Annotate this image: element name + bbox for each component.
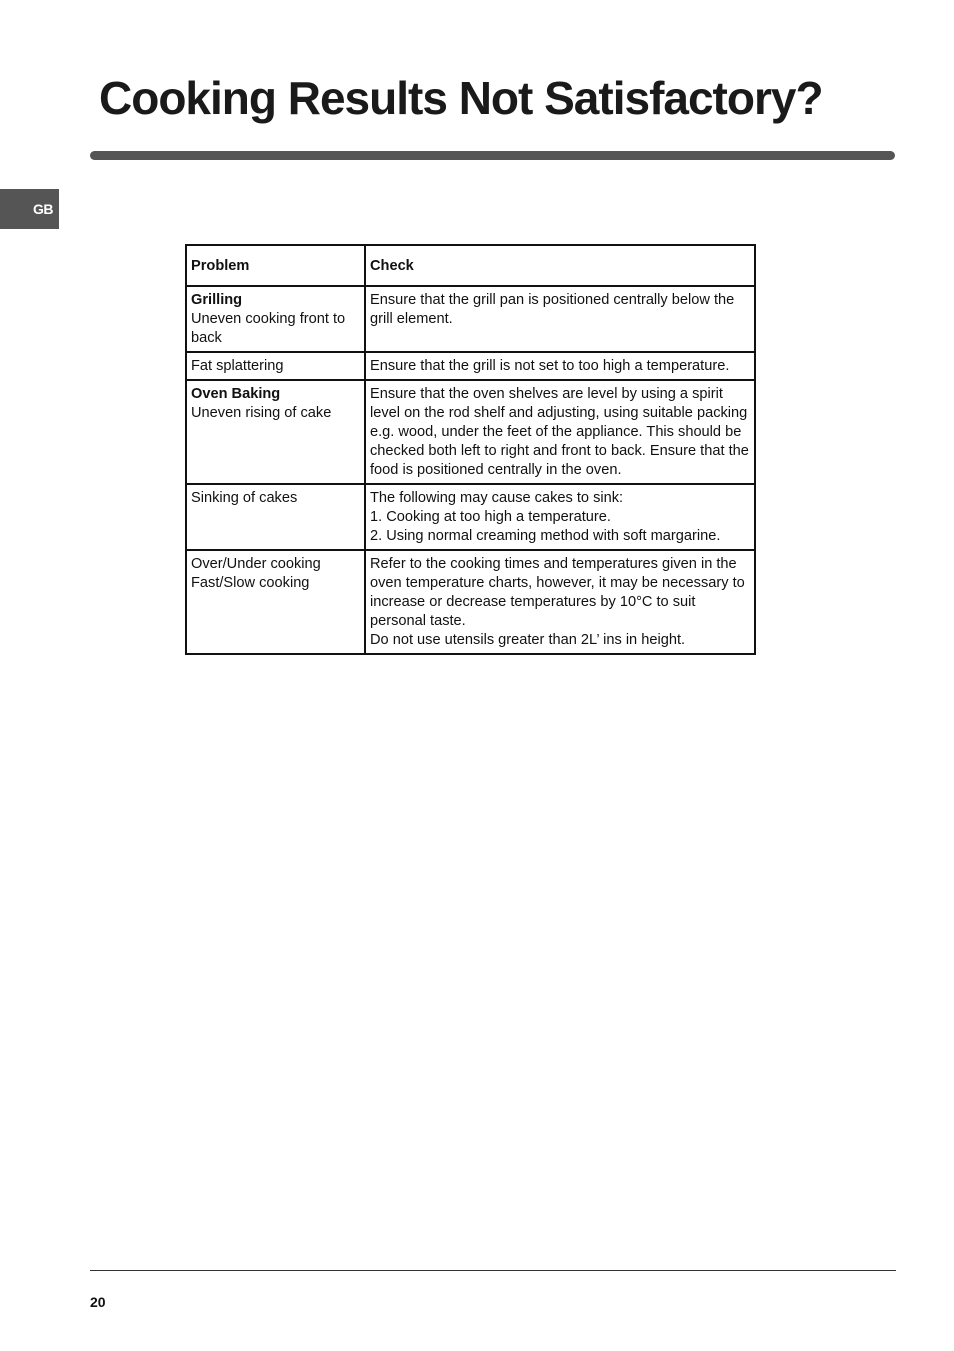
check-text: Ensure that the oven shelves are level by using a spirit level on the rod shelf and adjusting, using suitable packing e.g. wood, under the feet of the appliance. This should be checked both left to right and front to back. Ensure that the food is positioned centrally in the oven. bbox=[370, 386, 749, 478]
category-label: Grilling bbox=[191, 292, 243, 308]
problem-cell bbox=[186, 550, 365, 654]
problem-column-header: Problem bbox=[186, 245, 365, 286]
title-divider bbox=[90, 151, 895, 160]
problem-text: Over/Under cooking bbox=[191, 556, 321, 572]
check-cell bbox=[365, 286, 755, 352]
problem-cell bbox=[186, 286, 365, 352]
table-row bbox=[186, 380, 755, 484]
check-cell bbox=[365, 352, 755, 380]
problem-text: Uneven cooking front to back bbox=[191, 311, 346, 346]
check-cell bbox=[365, 550, 755, 654]
footer-divider bbox=[90, 1270, 896, 1271]
troubleshooting-table bbox=[185, 244, 756, 655]
check-text: The following may cause cakes to sink: bbox=[370, 490, 624, 506]
category-label: Oven Baking bbox=[191, 386, 281, 402]
check-text: Ensure that the grill is not set to too high a temperature. bbox=[370, 358, 730, 374]
check-text: Do not use utensils greater than 2L’ ins in height. bbox=[370, 632, 686, 648]
table-row bbox=[186, 352, 755, 380]
check-text: Ensure that the grill pan is positioned centrally below the grill element. bbox=[370, 292, 735, 327]
problem-text: Fast/Slow cooking bbox=[191, 575, 310, 591]
problem-cell bbox=[186, 352, 365, 380]
table-row bbox=[186, 550, 755, 654]
check-cell bbox=[365, 380, 755, 484]
table-row bbox=[186, 286, 755, 352]
check-column-header: Check bbox=[365, 245, 755, 286]
problem-cell bbox=[186, 484, 365, 550]
check-text: Refer to the cooking times and temperatures given in the oven temperature charts, however, it may be necessary to increase or decrease temperatures by 10°C to suit personal taste. bbox=[370, 556, 745, 629]
page-title: Cooking Results Not Satisfactory? bbox=[99, 72, 823, 124]
check-cell bbox=[365, 484, 755, 550]
table-header-row bbox=[186, 245, 755, 286]
problem-text: Sinking of cakes bbox=[191, 490, 298, 506]
check-text: 1. Cooking at too high a temperature. bbox=[370, 509, 611, 525]
table-row bbox=[186, 484, 755, 550]
problem-cell bbox=[186, 380, 365, 484]
language-tab: GB bbox=[0, 189, 59, 229]
page-number: 20 bbox=[90, 1294, 106, 1310]
check-text: 2. Using normal creaming method with soft margarine. bbox=[370, 528, 721, 544]
problem-text: Fat splattering bbox=[191, 358, 284, 374]
problem-text: Uneven rising of cake bbox=[191, 405, 332, 421]
